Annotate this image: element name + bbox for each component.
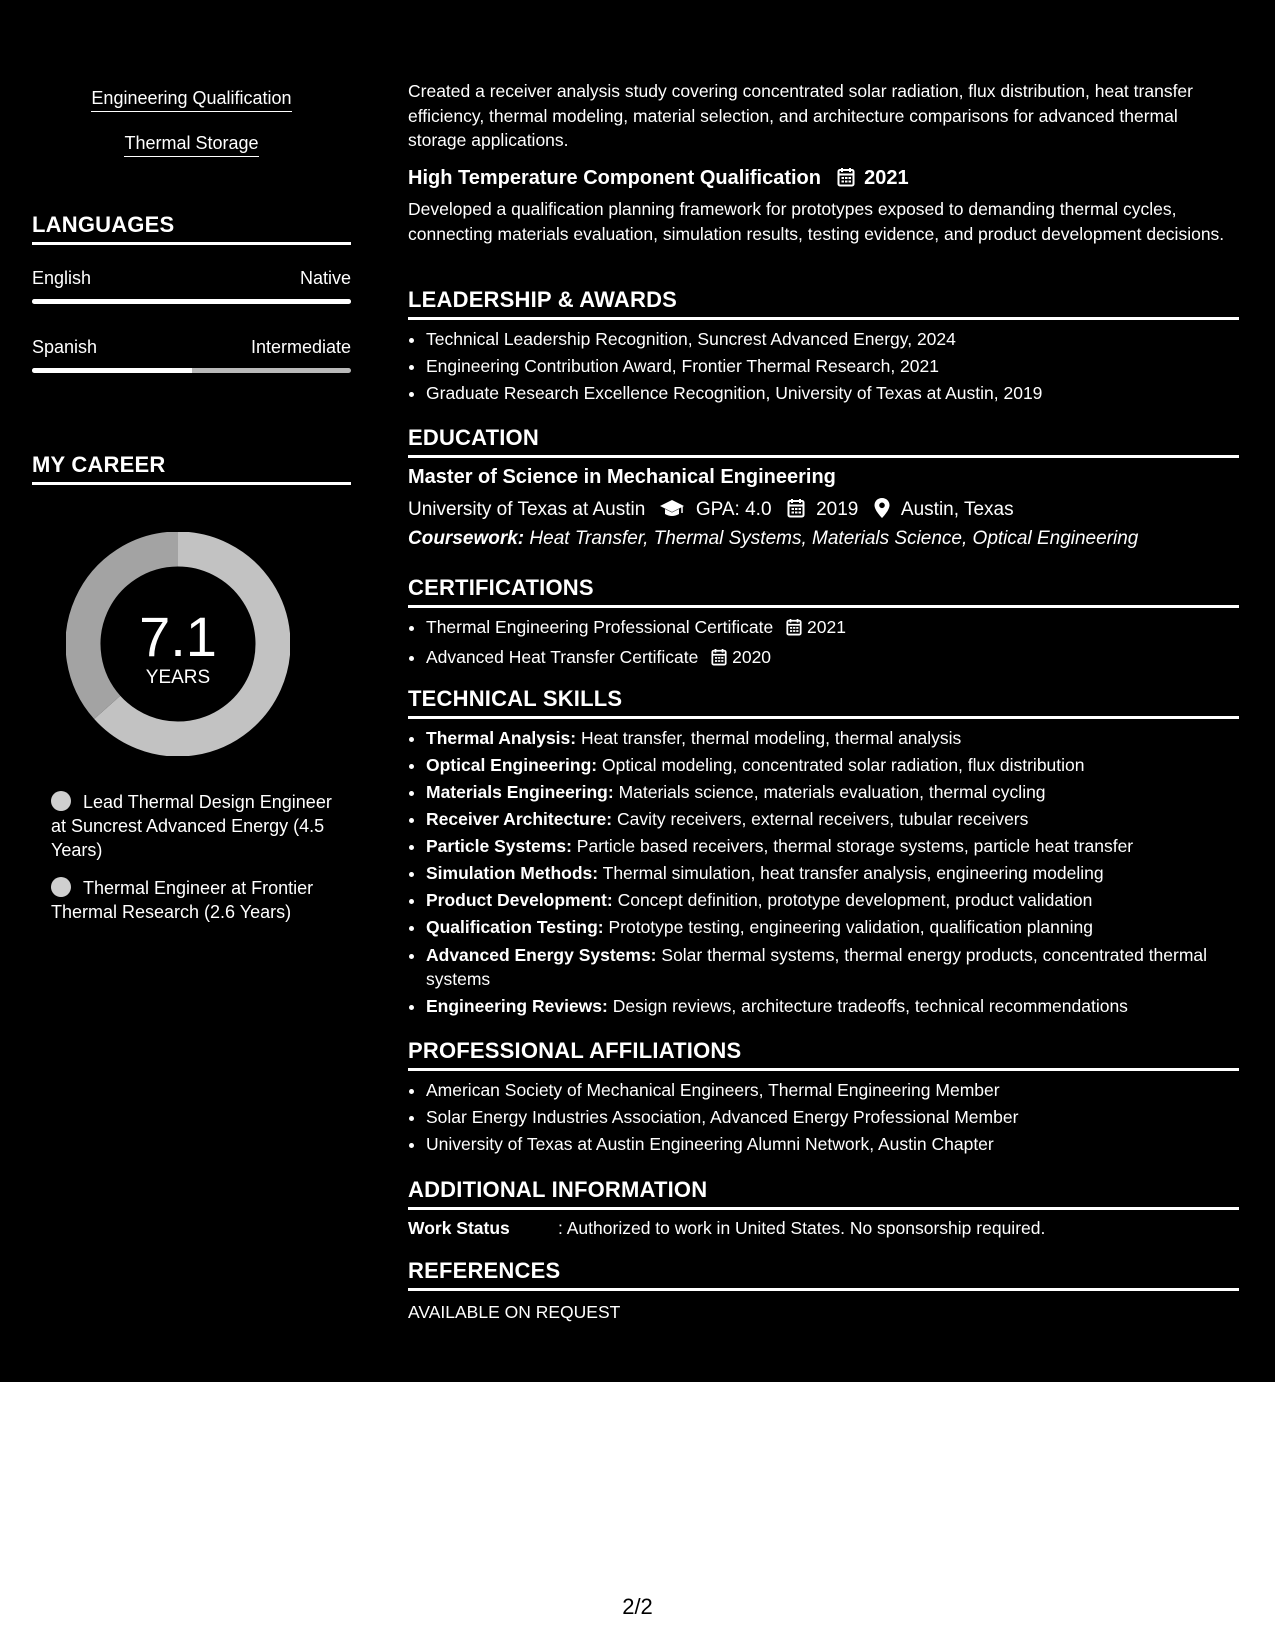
certification-year: 2020 — [732, 647, 772, 667]
language-name: English — [32, 268, 92, 288]
career-dot-icon — [51, 791, 71, 811]
tag-thermal-storage: Thermal Storage — [124, 133, 258, 157]
skill-text: Materials science, materials evaluation, thermal cycling — [618, 782, 1046, 802]
tag-row — [32, 133, 351, 157]
references-title: REFERENCES — [408, 1258, 1239, 1291]
education-gpa: GPA: 4.0 — [695, 499, 772, 520]
skill-item — [426, 860, 1239, 887]
skill-item — [426, 725, 1239, 752]
skill-label: Advanced Energy Systems: — [426, 945, 657, 965]
list-item: • American Society of Mechanical Engineers, Thermal Engineering Member — [426, 1077, 1239, 1104]
list-item — [426, 614, 1239, 644]
skill-item — [426, 914, 1239, 941]
references-text: AVAILABLE ON REQUEST — [408, 1302, 621, 1322]
career-years-unit: YEARS — [145, 667, 211, 688]
language-level: Native — [299, 268, 351, 288]
languages-title: LANGUAGES — [32, 212, 351, 245]
skill-label: Product Development: — [426, 890, 613, 910]
project-title: High Temperature Component Qualification — [408, 167, 821, 189]
project-intro-paragraph: Created a receiver analysis study covering concentrated solar radiation, flux distribution, heat transfer efficiency, thermal modeling, material selection, and architecture comparisons for advanced thermal storage applications. — [408, 81, 1193, 150]
language-level: Intermediate — [250, 337, 351, 357]
skill-text: Concept definition, prototype development, product validation — [617, 890, 1093, 910]
calendar-icon — [711, 647, 727, 674]
career-years-value: 7.1 — [139, 605, 217, 668]
certification-name: Thermal Engineering Professional Certificate — [426, 617, 774, 637]
affiliations-list — [408, 1077, 1239, 1158]
language-name: Spanish — [32, 337, 98, 357]
career-item-text: Lead Thermal Design Engineer at Suncrest Advanced Energy (4.5 Years) — [51, 792, 332, 860]
calendar-icon — [787, 498, 805, 524]
education-location: Austin, Texas — [900, 499, 1014, 520]
skill-text: Thermal simulation, heat transfer analysis, engineering modeling — [602, 863, 1104, 883]
work-status-value: : Authorized to work in United States. No sponsorship required. — [558, 1218, 1046, 1238]
skill-text: Design reviews, architecture tradeoffs, technical recommendations — [612, 996, 1128, 1016]
career-title: MY CAREER — [32, 452, 351, 485]
graduation-cap-icon — [659, 498, 685, 524]
skill-label: Particle Systems: — [426, 836, 572, 856]
list-item: • Engineering Contribution Award, Frontier Thermal Research, 2021 — [426, 353, 1239, 380]
language-english — [32, 268, 351, 304]
certifications-title: CERTIFICATIONS — [408, 575, 1239, 608]
education-details — [408, 498, 1239, 524]
work-status-label: Work Status — [408, 1218, 510, 1238]
skill-text: Optical modeling, concentrated solar radiation, flux distribution — [602, 755, 1085, 775]
skill-item — [426, 779, 1239, 806]
education-title: EDUCATION — [408, 425, 1239, 458]
skill-label: Thermal Analysis: — [426, 728, 577, 748]
project-title-row — [408, 167, 1239, 193]
language-bar-fill — [32, 368, 192, 373]
list-item: • Technical Leadership Recognition, Suncrest Advanced Energy, 2024 — [426, 326, 1239, 353]
coursework-text: Heat Transfer, Thermal Systems, Materials Science, Optical Engineering — [529, 528, 1139, 549]
list-item: • Solar Energy Industries Association, Advanced Energy Professional Member — [426, 1104, 1239, 1131]
skill-item — [426, 943, 1239, 991]
language-bar — [32, 299, 351, 304]
career-donut-chart — [66, 532, 290, 756]
education-school: University of Texas at Austin — [408, 499, 646, 520]
project-year: 2021 — [864, 167, 909, 189]
skill-item — [426, 806, 1239, 833]
leadership-title: LEADERSHIP & AWARDS — [408, 287, 1239, 320]
career-dot-icon — [51, 877, 71, 897]
location-pin-icon — [874, 498, 890, 524]
certification-year: 2021 — [807, 617, 846, 637]
leadership-list — [408, 326, 1239, 407]
skills-title: TECHNICAL SKILLS — [408, 686, 1239, 719]
work-status-row — [408, 1218, 1239, 1239]
affiliations-title: PROFESSIONAL AFFILIATIONS — [408, 1038, 1239, 1071]
skill-label: Engineering Reviews: — [426, 996, 608, 1016]
career-item — [51, 790, 341, 862]
tag-row — [32, 88, 351, 112]
calendar-icon — [786, 617, 802, 644]
language-bar — [32, 368, 351, 373]
skill-text: Particle based receivers, thermal storage systems, particle heat transfer — [576, 836, 1134, 856]
skill-item — [426, 752, 1239, 779]
language-bar-fill — [32, 299, 351, 304]
project-description: Developed a qualification planning framework for prototypes exposed to demanding thermal cycles, connecting materials evaluation, simulation results, testing evidence, and product development decisions. — [408, 199, 1225, 244]
certifications-list — [408, 614, 1239, 674]
skills-list — [408, 725, 1239, 1020]
skill-text: Heat transfer, thermal modeling, thermal analysis — [580, 728, 962, 748]
skill-label: Optical Engineering: — [426, 755, 598, 775]
career-item — [51, 876, 341, 924]
list-item: • University of Texas at Austin Engineering Alumni Network, Austin Chapter — [426, 1131, 1239, 1158]
tag-engineering-qualification: Engineering Qualification — [91, 88, 291, 112]
certification-name: Advanced Heat Transfer Certificate — [426, 647, 699, 667]
list-item — [426, 644, 1239, 674]
skill-label: Qualification Testing: — [426, 917, 604, 937]
skill-label: Simulation Methods: — [426, 863, 599, 883]
skill-label: Receiver Architecture: — [426, 809, 613, 829]
education-degree: Master of Science in Mechanical Engineering — [408, 466, 836, 488]
additional-info-title: ADDITIONAL INFORMATION — [408, 1177, 1239, 1210]
education-year: 2019 — [816, 499, 859, 520]
page-number: 2/2 — [622, 1594, 653, 1619]
skill-text: Cavity receivers, external receivers, tubular receivers — [616, 809, 1029, 829]
skill-text: Solar thermal systems, thermal energy products, concentrated thermal systems — [426, 945, 1208, 989]
skill-item — [426, 993, 1239, 1020]
skill-text: Prototype testing, engineering validation, qualification planning — [608, 917, 1093, 937]
coursework-label: Coursework: — [408, 528, 525, 549]
calendar-icon — [837, 167, 855, 193]
language-spanish — [32, 337, 351, 373]
career-list — [51, 790, 341, 924]
skill-item — [426, 833, 1239, 860]
skill-item — [426, 887, 1239, 914]
skill-label: Materials Engineering: — [426, 782, 614, 802]
education-coursework — [408, 528, 1239, 550]
career-item-text: Thermal Engineer at Frontier Thermal Research (2.6 Years) — [51, 878, 314, 922]
list-item: • Graduate Research Excellence Recognition, University of Texas at Austin, 2019 — [426, 380, 1239, 407]
